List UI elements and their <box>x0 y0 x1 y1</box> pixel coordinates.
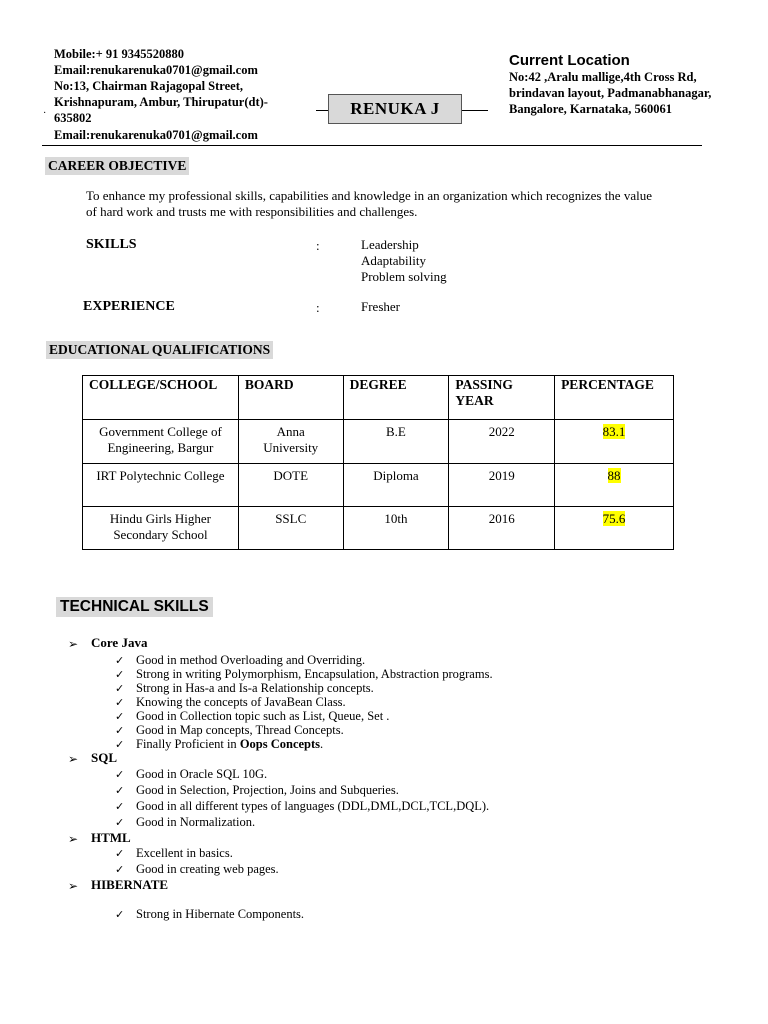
check-icon: ✓ <box>115 669 125 681</box>
arrow-bullet-icon: ➢ <box>68 879 79 893</box>
arrow-bullet-icon: ➢ <box>68 832 79 846</box>
skills-colon: : <box>316 238 320 253</box>
check-icon: ✓ <box>115 655 125 667</box>
check-icon: ✓ <box>115 711 125 723</box>
table-row <box>83 420 674 464</box>
location-line-1: No:42 ,Aralu mallige,4th Cross Rd, <box>509 70 697 84</box>
email-text: Email:renukarenuka0701@gmail.com <box>54 63 258 77</box>
percentage-value: 75.6 <box>602 511 626 526</box>
degree-cell: 10th <box>343 507 449 550</box>
education-heading: EDUCATIONAL QUALIFICATIONS <box>46 341 273 359</box>
candidate-name: RENUKA J <box>328 94 462 124</box>
year-cell: 2019 <box>449 464 555 507</box>
check-icon: ✓ <box>115 909 125 921</box>
arrow-bullet-icon: ➢ <box>68 637 79 651</box>
board-cell <box>238 420 343 464</box>
java-item: Good in Map concepts, Thread Concepts. <box>136 723 344 737</box>
skill-item: Adaptability <box>361 253 426 268</box>
check-icon: ✓ <box>115 697 125 709</box>
check-icon: ✓ <box>115 683 125 695</box>
check-icon: ✓ <box>115 817 125 829</box>
check-icon: ✓ <box>115 864 125 876</box>
html-heading: HTML <box>91 830 131 845</box>
core-java-heading: Core Java <box>91 635 148 650</box>
location-address <box>509 69 749 117</box>
check-icon: ✓ <box>115 725 125 737</box>
college-line: Government College of <box>99 424 222 439</box>
location-title: Current Location <box>509 52 630 69</box>
sql-item: Good in Selection, Projection, Joins and Subqueries. <box>136 783 399 797</box>
experience-label: EXPERIENCE <box>83 299 175 314</box>
java-item: Strong in Has-a and Is-a Relationship concepts. <box>136 681 374 695</box>
board-cell: DOTE <box>238 464 343 507</box>
html-item: Excellent in basics. <box>136 846 233 860</box>
college-line: Secondary School <box>113 527 208 542</box>
java-last-prefix: Finally Proficient in <box>136 737 240 751</box>
mobile-text: Mobile:+ 91 9345520880 <box>54 47 185 61</box>
contact-block <box>54 46 304 142</box>
check-icon: ✓ <box>115 769 125 781</box>
hibernate-item: Strong in Hibernate Components. <box>136 907 305 921</box>
college-line: IRT Polytechnic College <box>96 468 225 483</box>
career-objective-text <box>86 188 706 220</box>
college-cell <box>83 420 239 464</box>
java-last-suffix: . <box>320 737 324 751</box>
college-cell <box>83 464 239 507</box>
skills-list <box>361 237 447 285</box>
skill-item: Problem solving <box>361 269 447 284</box>
header-passing-year: PASSING YEAR <box>449 376 555 420</box>
arrow-bullet-icon: ➢ <box>68 752 79 766</box>
location-line-3: Bangalore, Karnataka, 560061 <box>509 102 672 116</box>
header-divider <box>42 145 702 146</box>
college-line: Engineering, Bargur <box>107 440 214 455</box>
check-icon: ✓ <box>115 739 125 751</box>
cut-off-line: Email:renukarenuka0701@gmail.com <box>54 128 258 142</box>
location-line-2: brindavan layout, Padmanabhanagar, <box>509 86 712 100</box>
sql-heading: SQL <box>91 750 118 765</box>
technical-skills-heading: TECHNICAL SKILLS <box>56 597 213 617</box>
address-line-1: No:13, Chairman Rajagopal Street, <box>54 79 243 93</box>
address-line-3: 635802 <box>54 111 92 125</box>
header-degree: DEGREE <box>343 376 449 420</box>
board-cell: SSLC <box>238 507 343 550</box>
address-line-2: Krishnapuram, Ambur, Thirupatur(dt)- <box>54 95 268 109</box>
percentage-cell <box>555 420 674 464</box>
college-cell <box>83 507 239 550</box>
table-row <box>83 464 674 507</box>
header-college: COLLEGE/SCHOOL <box>83 376 239 420</box>
college-line: Hindu Girls Higher <box>109 511 211 526</box>
percentage-cell <box>555 464 674 507</box>
education-table <box>82 375 674 550</box>
check-icon: ✓ <box>115 801 125 813</box>
percentage-value: 83.1 <box>602 424 626 439</box>
board-line: University <box>263 440 319 455</box>
sql-item: Good in all different types of languages (DDL,DML,DCL,TCL,DQL). <box>136 799 490 813</box>
java-item: Good in Collection topic such as List, Queue, Set . <box>136 709 390 723</box>
board-line: Anna <box>276 424 305 439</box>
degree-cell: B.E <box>343 420 449 464</box>
year-cell: 2016 <box>449 507 555 550</box>
check-icon: ✓ <box>115 848 125 860</box>
java-item-last <box>136 737 323 752</box>
java-item: Good in method Overloading and Overriding. <box>136 653 366 667</box>
career-line-1: To enhance my professional skills, capabilities and knowledge in an organization which recognizes the value <box>86 188 652 203</box>
skills-label: SKILLS <box>86 237 137 252</box>
experience-colon: : <box>316 300 320 315</box>
oops-concepts-text: Oops Concepts <box>239 737 321 751</box>
header-percentage: PERCENTAGE <box>555 376 674 420</box>
header-board: BOARD <box>238 376 343 420</box>
year-cell: 2022 <box>449 420 555 464</box>
percentage-value: 88 <box>607 468 621 483</box>
sql-item: Good in Oracle SQL 10G. <box>136 767 268 781</box>
percentage-cell <box>555 507 674 550</box>
name-line-left <box>316 110 328 111</box>
check-icon: ✓ <box>115 785 125 797</box>
experience-value: Fresher <box>361 299 400 314</box>
skill-item: Leadership <box>361 237 419 252</box>
hibernate-heading: HIBERNATE <box>91 877 169 892</box>
name-line-right <box>462 110 488 111</box>
table-row <box>83 507 674 550</box>
java-item: Knowing the concepts of JavaBean Class. <box>136 695 346 709</box>
stray-dot: · <box>43 108 47 119</box>
table-header-row <box>83 376 674 420</box>
career-objective-heading: CAREER OBJECTIVE <box>45 157 189 175</box>
degree-cell: Diploma <box>343 464 449 507</box>
sql-item: Good in Normalization. <box>136 815 256 829</box>
career-line-2: of hard work and trusts me with responsibilities and challenges. <box>86 204 418 219</box>
java-item: Strong in writing Polymorphism, Encapsulation, Abstraction programs. <box>136 667 493 681</box>
html-item: Good in creating web pages. <box>136 862 279 876</box>
